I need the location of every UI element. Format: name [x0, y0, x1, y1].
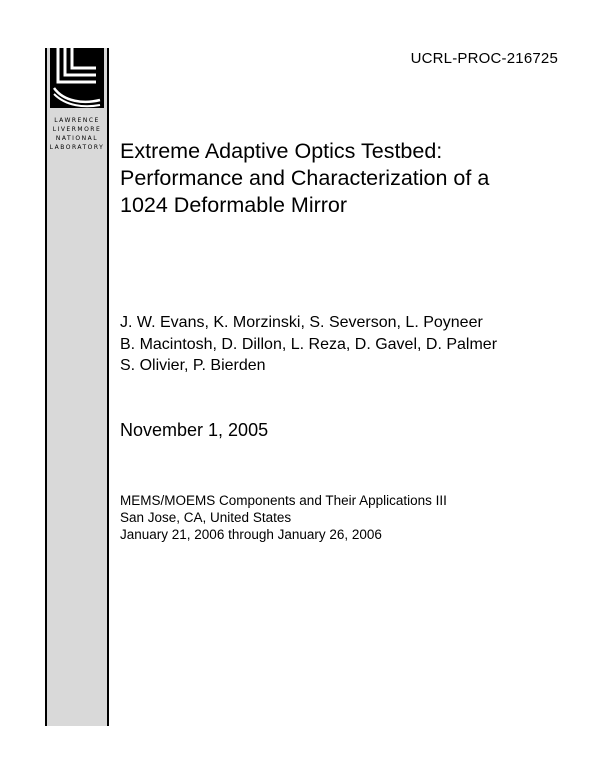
title-line: Performance and Characterization of a — [120, 166, 490, 190]
lab-name-line: LAWRENCE — [54, 117, 100, 124]
conference-line: January 21, 2006 through January 26, 2006 — [120, 527, 382, 542]
conference-line: San Jose, CA, United States — [120, 510, 292, 525]
title-line: 1024 Deformable Mirror — [120, 193, 348, 217]
document-title — [120, 138, 580, 219]
author-line: B. Macintosh, D. Dillon, L. Reza, D. Gavel, D. Palmer — [120, 335, 498, 353]
author-line: S. Olivier, P. Bierden — [120, 357, 266, 374]
publication-date: November 1, 2005 — [120, 420, 269, 440]
author-list — [120, 312, 497, 377]
conference-line: MEMS/MOEMS Components and Their Applications III — [120, 493, 447, 508]
author-line: J. W. Evans, K. Morzinski, S. Severson, L. Poyneer — [120, 314, 483, 331]
title-line: Extreme Adaptive Optics Testbed: — [120, 139, 443, 163]
llnl-logo-icon — [50, 48, 104, 108]
lab-name-line: NATIONAL — [55, 135, 99, 142]
lab-name-line: LABORATORY — [49, 144, 105, 151]
lab-name — [47, 116, 107, 152]
conference-info — [120, 492, 447, 543]
lab-name-line: LIVERMORE — [52, 126, 102, 133]
sidebar-band — [45, 48, 109, 726]
report-number: UCRL-PROC-216725 — [410, 50, 558, 67]
